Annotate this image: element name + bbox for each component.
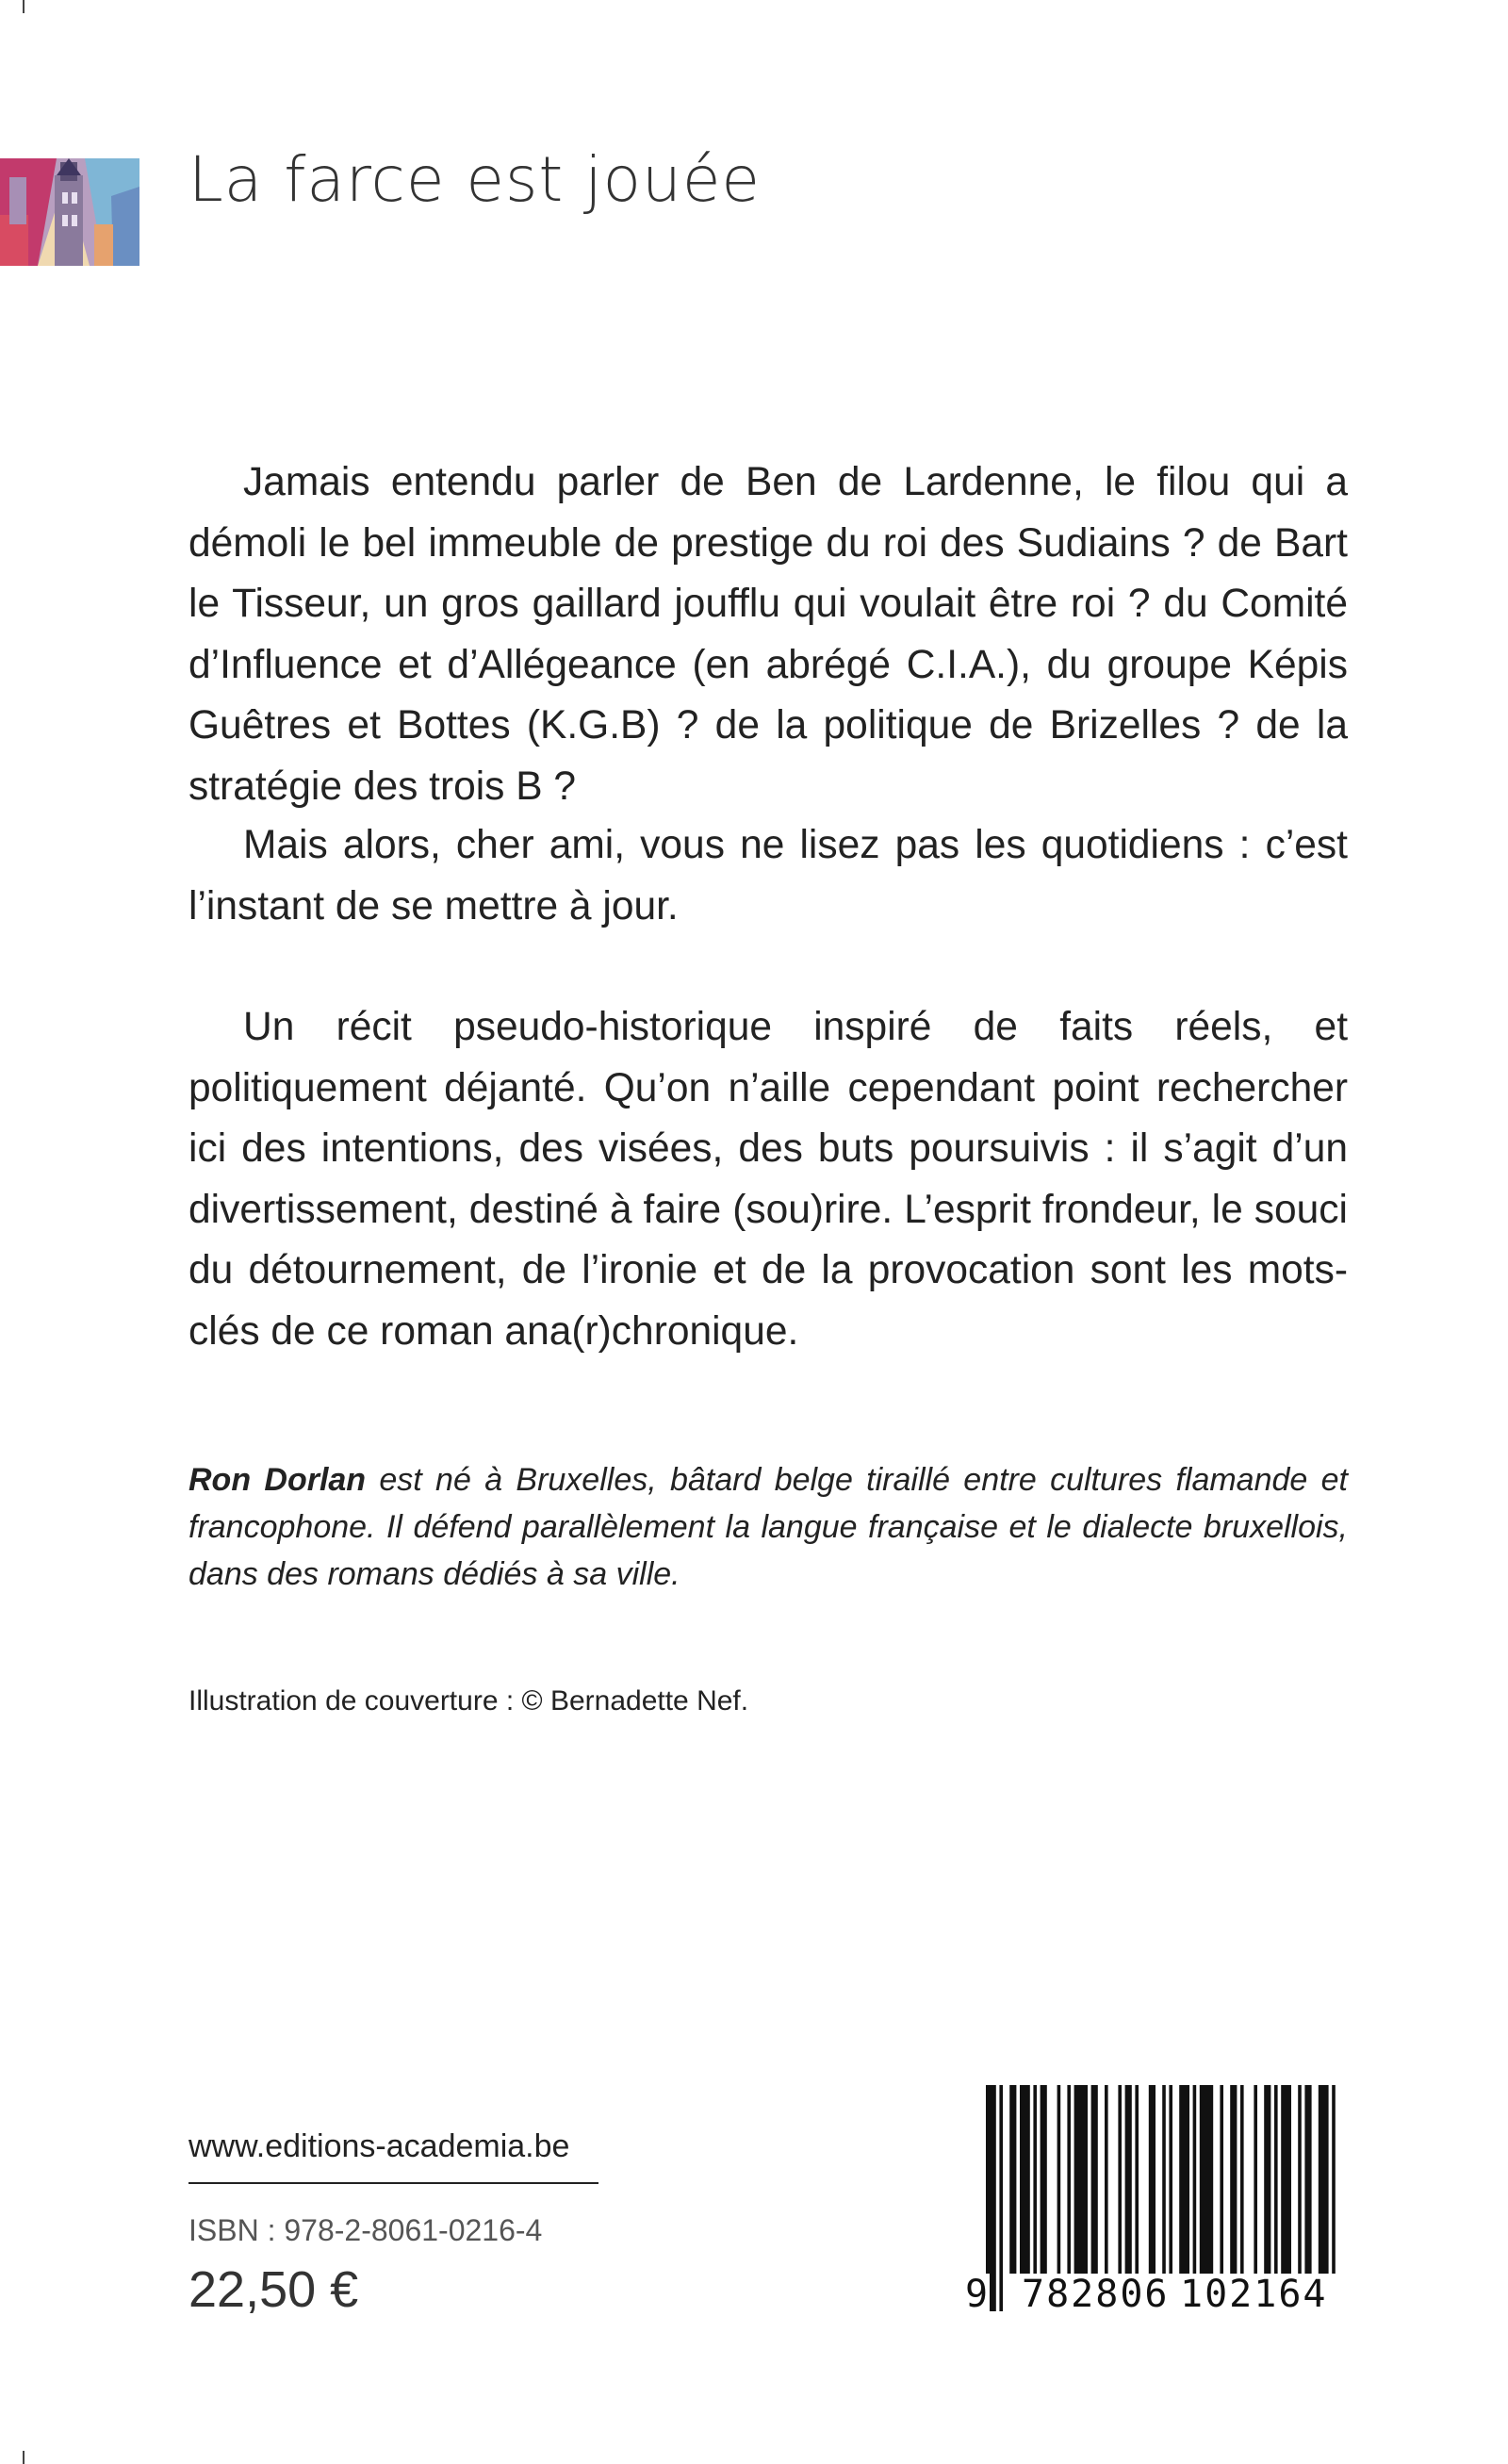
barcode-left-digits: 782806 <box>1022 2273 1170 2316</box>
blurb-paragraph-2 <box>188 815 1348 937</box>
barcode-bar <box>1009 2085 1016 2274</box>
blurb-paragraph-3 <box>188 997 1348 1362</box>
price: 22,50 € <box>188 2261 359 2318</box>
crop-mark-top <box>23 0 25 13</box>
barcode-bar <box>1020 2085 1030 2274</box>
crop-mark-bottom <box>23 2451 25 2464</box>
barcode-bar <box>1304 2085 1311 2274</box>
barcode-bar <box>999 2085 1003 2311</box>
barcode-bar <box>1105 2085 1108 2274</box>
barcode-bar <box>1118 2085 1122 2274</box>
barcode-bar <box>1319 2085 1329 2274</box>
barcode-bar <box>1281 2085 1291 2274</box>
barcode-bar <box>1041 2085 1047 2274</box>
barcode-lead-digit: 9 <box>965 2273 989 2316</box>
book-title: La farce est jouée <box>188 143 762 216</box>
barcode-bar <box>1230 2085 1237 2274</box>
barcode-bar <box>1169 2085 1172 2274</box>
divider <box>188 2182 598 2184</box>
author-bio <box>188 1456 1348 1598</box>
barcode-bar <box>1220 2085 1223 2274</box>
author-bio-text: est né à Bruxelles, bâtard belge tiraillé entre cultures flamande et francophone. Il défend parallèlement la langue française et le dialecte bruxellois, dans des romans dédiés à sa ville. <box>188 1462 1348 1592</box>
publisher-website: www.editions-academia.be <box>188 2128 570 2164</box>
isbn: ISBN : 978-2-8061-0216-4 <box>188 2213 543 2247</box>
cover-painting-thumbnail <box>0 158 139 266</box>
author-name: Ron Dorlan <box>188 1462 367 1498</box>
barcode-bar <box>1332 2085 1336 2274</box>
barcode-bar <box>1162 2085 1166 2274</box>
blurb-paragraph-1 <box>188 452 1348 817</box>
barcode-bar <box>1240 2085 1244 2274</box>
barcode-right-digits: 102164 <box>1180 2273 1328 2316</box>
barcode-bar <box>1264 2085 1270 2274</box>
barcode-bar <box>1179 2085 1189 2274</box>
barcode-bar <box>1074 2085 1088 2274</box>
barcode-bar <box>1193 2085 1197 2274</box>
barcode-bar <box>1125 2085 1132 2274</box>
barcode-bar <box>1149 2085 1156 2274</box>
barcode-bar <box>1135 2085 1139 2274</box>
blurb-text: Un récit pseudo-historique inspiré de faits réels, et politiquement déjanté. Qu’on n’aille cependant point rechercher ici des intentions, des visées, des buts poursuivis : il s’agit d’un divertissement, destiné à faire (sou)rire. L’esprit frondeur, le souci du détournement, de l’ironie et de la provocation sont les mots-clés de ce roman ana(r)chronique. <box>188 1005 1348 1354</box>
barcode-bar <box>1067 2085 1071 2274</box>
illustration-credit: Illustration de couverture : © Bernadette Nef. <box>188 1685 749 1717</box>
blurb-text: Mais alors, cher ami, vous ne lisez pas les quotidiens : c’est l’instant de se mettre à jour. <box>188 823 1348 928</box>
barcode-bar <box>1033 2085 1037 2274</box>
blurb-text: Jamais entendu parler de Ben de Lardenne, le filou qui a démoli le bel immeuble de prestige du roi des Sudiains ? de Bart le Tisseur, un gros gaillard joufflu qui voulait être roi ? du Comité d’Influence et d’Allégeance (en abrégé C.I.A.), du groupe Képis Guêtres et Bottes (K.G.B) ? de la politique de Brizelles ? de la stratégie des trois B ? <box>188 460 1348 809</box>
barcode-bar <box>1091 2085 1098 2274</box>
barcode-bar <box>1298 2085 1302 2274</box>
barcode-bar <box>1254 2085 1257 2274</box>
barcode-bar <box>1057 2085 1061 2274</box>
barcode-bar <box>1274 2085 1278 2274</box>
barcode-bar <box>1200 2085 1213 2274</box>
